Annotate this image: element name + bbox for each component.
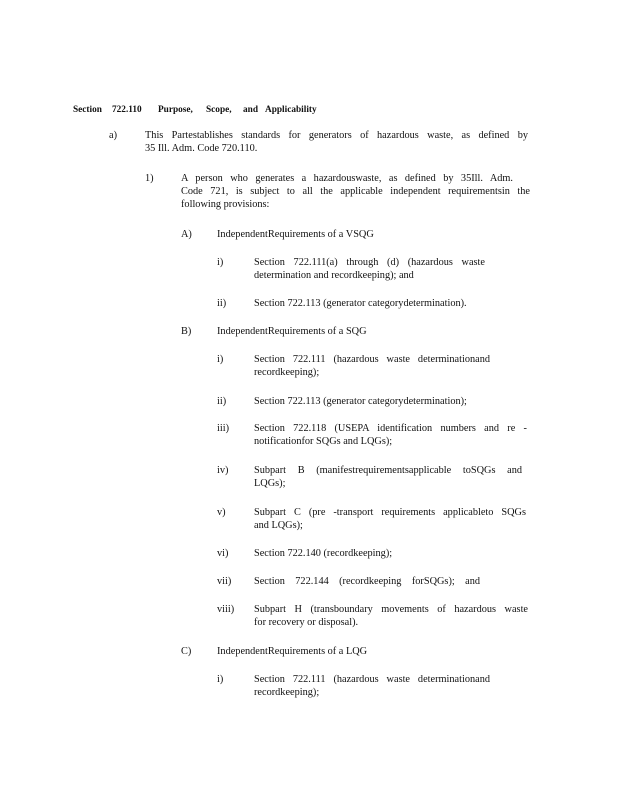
title-word-3: and xyxy=(243,105,258,115)
paragraph-1-line-2: Code 721, is subject to all the applicable independent requirementsin the xyxy=(181,186,530,197)
B-item-vii-marker: vii) xyxy=(217,576,232,587)
B-item-iv-line-2: LQGs); xyxy=(254,478,286,489)
A-item-i-marker: i) xyxy=(217,257,224,268)
B-item-v-line-2: and LQGs); xyxy=(254,520,303,531)
title-word-1: Purpose, xyxy=(158,105,193,115)
B-item-vi-marker: vi) xyxy=(217,548,229,559)
C-item-i-marker: i) xyxy=(217,674,224,685)
B-item-i-line-1: Section 722.111 (hazardous waste determinationand xyxy=(254,354,490,365)
subsection-B-heading: IndependentRequirements of a SQG xyxy=(217,326,367,337)
paragraph-a-line-2: 35 Ill. Adm. Code 720.110. xyxy=(145,143,258,154)
paragraph-a-line-1: This Partestablishes standards for generators of hazardous waste, as defined by xyxy=(145,130,528,141)
section-word: Section xyxy=(73,105,102,115)
A-item-ii-marker: ii) xyxy=(217,298,227,309)
paragraph-1-line-3: following provisions: xyxy=(181,199,270,210)
B-item-iii-line-2: notificationfor SQGs and LQGs); xyxy=(254,436,393,447)
B-item-iii-line-1: Section 722.118 (USEPA identification numbers and re - xyxy=(254,423,527,434)
B-item-ii-line-1: Section 722.113 (generator categorydetermination); xyxy=(254,396,467,407)
B-item-i-line-2: recordkeeping); xyxy=(254,367,320,378)
subsection-C-marker: C) xyxy=(181,646,192,657)
paragraph-1-line-1: A person who generates a hazardouswaste, as defined by 35Ill. Adm. xyxy=(181,173,513,184)
title-word-2: Scope, xyxy=(206,105,232,115)
paragraph-a-marker: a) xyxy=(109,130,117,141)
title-word-4: Applicability xyxy=(265,105,317,115)
B-item-iv-marker: iv) xyxy=(217,465,229,476)
B-item-v-line-1: Subpart C (pre -transport requirements applicableto SQGs xyxy=(254,507,526,518)
paragraph-1-marker: 1) xyxy=(145,173,154,184)
subsection-A-marker: A) xyxy=(181,229,192,240)
B-item-viii-marker: viii) xyxy=(217,604,235,615)
subsection-C-heading: IndependentRequirements of a LQG xyxy=(217,646,368,657)
B-item-viii-line-2: for recovery or disposal). xyxy=(254,617,359,628)
A-item-ii-line-1: Section 722.113 (generator categorydetermination). xyxy=(254,298,467,309)
A-item-i-line-2: determination and recordkeeping); and xyxy=(254,270,414,281)
B-item-v-marker: v) xyxy=(217,507,226,518)
B-item-ii-marker: ii) xyxy=(217,396,227,407)
A-item-i-line-1: Section 722.111(a) through (d) (hazardous waste xyxy=(254,257,485,268)
subsection-A-heading: IndependentRequirements of a VSQG xyxy=(217,229,374,240)
subsection-B-marker: B) xyxy=(181,326,192,337)
C-item-i-line-1: Section 722.111 (hazardous waste determinationand xyxy=(254,674,490,685)
B-item-vi-line-1: Section 722.140 (recordkeeping); xyxy=(254,548,393,559)
B-item-vii-line-1: Section 722.144 (recordkeeping forSQGs); and xyxy=(254,576,480,587)
B-item-i-marker: i) xyxy=(217,354,224,365)
section-number: 722.110 xyxy=(112,105,142,115)
B-item-iv-line-1: Subpart B (manifestrequirementsapplicable toSQGs and xyxy=(254,465,522,476)
B-item-iii-marker: iii) xyxy=(217,423,230,434)
B-item-viii-line-1: Subpart H (transboundary movements of hazardous waste xyxy=(254,604,528,615)
C-item-i-line-2: recordkeeping); xyxy=(254,687,320,698)
